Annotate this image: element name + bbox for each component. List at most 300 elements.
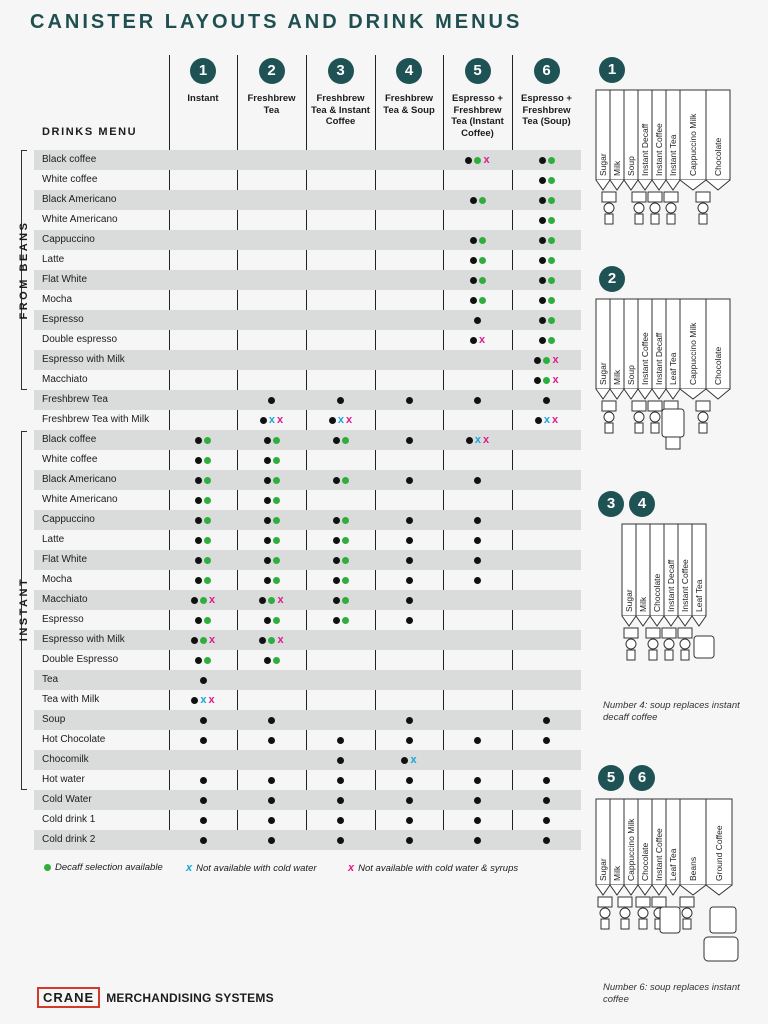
black-dot-icon [539, 177, 546, 184]
brewer-icon [660, 907, 680, 933]
pink-x-icon: x [483, 154, 490, 166]
layout-4-note: Number 4: soup replaces instant decaff coffee [603, 700, 740, 723]
outlet-icon [651, 214, 659, 224]
green-dot-icon [548, 337, 555, 344]
black-dot-icon [539, 157, 546, 164]
availability-cell [169, 793, 237, 807]
green-dot-icon [204, 517, 211, 524]
black-dot-icon [333, 477, 340, 484]
whipper-icon [666, 203, 676, 213]
whipper-icon [634, 203, 644, 213]
legend-decaff: Decaff selection available [44, 862, 163, 873]
black-dot-icon [268, 797, 275, 804]
black-dot-icon [195, 577, 202, 584]
availability-cell [169, 533, 237, 547]
black-dot-icon [470, 197, 477, 204]
drink-name: Espresso with Milk [42, 634, 125, 645]
whipper-icon [620, 908, 630, 918]
layout-1-diagram [594, 88, 754, 238]
black-dot-icon [539, 237, 546, 244]
mixing-bowl [696, 192, 710, 202]
black-dot-icon [543, 777, 550, 784]
availability-cell [443, 793, 512, 807]
availability-cell [512, 793, 581, 807]
availability-cell [237, 573, 306, 587]
outlet-icon [699, 423, 707, 433]
drink-name: Cold drink 1 [42, 814, 96, 825]
legend-cold-water: x Not available with cold water [186, 862, 317, 874]
table-row [34, 570, 581, 590]
whipper-icon [600, 908, 610, 918]
availability-cell [375, 513, 443, 527]
canister-label: Beans [688, 856, 698, 881]
availability-cell [443, 333, 512, 347]
green-dot-icon [273, 437, 280, 444]
availability-cell [512, 413, 581, 427]
black-dot-icon [200, 677, 207, 684]
drink-name: White Americano [42, 494, 118, 505]
table-row [34, 210, 581, 230]
green-dot-icon [204, 497, 211, 504]
availability-cell [512, 813, 581, 827]
blue-x-icon: x [410, 754, 417, 766]
black-dot-icon [195, 537, 202, 544]
layout-34-diagram [620, 522, 730, 667]
black-dot-icon [195, 457, 202, 464]
black-dot-icon [474, 797, 481, 804]
availability-cell [512, 293, 581, 307]
black-dot-icon [200, 797, 207, 804]
green-dot-icon [273, 457, 280, 464]
canister-funnel [692, 616, 706, 626]
green-dot-icon [342, 557, 349, 564]
green-dot-icon [273, 477, 280, 484]
canister-funnel [624, 180, 638, 190]
availability-cell [375, 553, 443, 567]
black-dot-icon [406, 837, 413, 844]
canister-funnel [678, 616, 692, 626]
availability-cell [237, 733, 306, 747]
black-dot-icon [465, 157, 472, 164]
availability-cell [169, 473, 237, 487]
drink-name: Macchiato [42, 374, 88, 385]
black-dot-icon [264, 457, 271, 464]
table-row [34, 790, 581, 810]
black-dot-icon [534, 377, 541, 384]
black-dot-icon [543, 737, 550, 744]
canister-label: Leaf Tea [694, 579, 704, 612]
green-dot-icon [342, 437, 349, 444]
table-row [34, 650, 581, 670]
outlet-icon [665, 650, 673, 660]
black-dot-icon [474, 777, 481, 784]
pink-x-icon: x [208, 694, 215, 706]
whipper-icon [698, 203, 708, 213]
canister-label: Chocolate [640, 842, 650, 881]
black-dot-icon [534, 357, 541, 364]
black-dot-icon [333, 437, 340, 444]
green-dot-icon [548, 277, 555, 284]
table-row [34, 750, 581, 770]
availability-cell [306, 613, 375, 627]
black-dot-icon [406, 597, 413, 604]
table-row [34, 550, 581, 570]
black-dot-icon [200, 817, 207, 824]
outlet-icon [699, 214, 707, 224]
availability-cell [443, 393, 512, 407]
green-dot-icon [342, 597, 349, 604]
availability-cell [512, 153, 581, 167]
black-dot-icon [474, 817, 481, 824]
canister-funnel [638, 180, 652, 190]
outlet-icon [605, 423, 613, 433]
availability-cell [512, 393, 581, 407]
outlet-icon [651, 423, 659, 433]
pink-x-icon: x [552, 374, 559, 386]
blue-x-icon: x [200, 694, 207, 706]
canister-funnel [652, 885, 666, 895]
column-header: Freshbrew Tea & Soup [383, 93, 435, 116]
black-dot-icon [406, 577, 413, 584]
whipper-icon [650, 412, 660, 422]
availability-cell [169, 433, 237, 447]
mixing-bowl [664, 192, 678, 202]
mixing-bowl [602, 401, 616, 411]
canister-label: Instant Coffee [654, 123, 664, 176]
drink-name: Black Americano [42, 194, 117, 205]
availability-cell [375, 613, 443, 627]
availability-cell [237, 453, 306, 467]
availability-cell [237, 773, 306, 787]
black-dot-icon [259, 597, 266, 604]
availability-cell [443, 253, 512, 267]
blue-x-icon: x [268, 414, 275, 426]
black-dot-icon [539, 197, 546, 204]
table-row [34, 390, 581, 410]
black-dot-icon [474, 537, 481, 544]
drink-name: Cappuccino [42, 514, 95, 525]
availability-cell [443, 473, 512, 487]
canister-funnel [596, 389, 610, 399]
black-dot-icon [406, 717, 413, 724]
mixing-bowl [632, 401, 646, 411]
layout-6-badge: 6 [629, 765, 655, 791]
layout-6-note: Number 6: soup replaces instant coffee [603, 982, 740, 1005]
green-dot-icon [273, 497, 280, 504]
black-dot-icon [406, 537, 413, 544]
canister-funnel [624, 389, 638, 399]
outlet-icon [605, 214, 613, 224]
drink-name: Mocha [42, 574, 73, 585]
black-dot-icon [470, 337, 477, 344]
availability-cell [512, 353, 581, 367]
canister-label: Sugar [598, 858, 608, 881]
availability-cell [512, 373, 581, 387]
canister-funnel [650, 616, 664, 626]
green-dot-icon [273, 557, 280, 564]
black-dot-icon [543, 797, 550, 804]
black-dot-icon [474, 577, 481, 584]
canister-funnel [680, 389, 706, 399]
whipper-icon [648, 639, 658, 649]
table-row [34, 610, 581, 630]
black-dot-icon [268, 397, 275, 404]
canister-funnel [666, 180, 680, 190]
availability-cell [306, 773, 375, 787]
availability-cell [443, 273, 512, 287]
green-dot-icon [273, 617, 280, 624]
mixing-bowl [632, 192, 646, 202]
canister-funnel [652, 389, 666, 399]
drink-name: Soup [42, 714, 66, 725]
table-row [34, 710, 581, 730]
black-dot-icon [264, 517, 271, 524]
availability-cell [443, 573, 512, 587]
table-row [34, 430, 581, 450]
availability-cell [237, 433, 306, 447]
black-dot-icon [470, 277, 477, 284]
green-dot-icon [204, 657, 211, 664]
drink-name: Tea [42, 674, 59, 685]
availability-cell [237, 473, 306, 487]
green-dot-icon [204, 477, 211, 484]
availability-cell [443, 153, 512, 167]
black-dot-icon [406, 437, 413, 444]
black-dot-icon [474, 397, 481, 404]
green-dot-icon [200, 637, 207, 644]
availability-cell [306, 413, 375, 427]
green-dot-icon [204, 577, 211, 584]
black-dot-icon [474, 557, 481, 564]
canister-label: Sugar [598, 362, 608, 385]
green-dot-icon [342, 617, 349, 624]
drink-name: Chocomilk [42, 754, 89, 765]
availability-cell [375, 393, 443, 407]
blue-x-icon: x [474, 434, 481, 446]
availability-cell [443, 813, 512, 827]
layout-5-badge: 5 [598, 765, 624, 791]
availability-cell [237, 493, 306, 507]
green-dot-icon [479, 257, 486, 264]
availability-cell [169, 713, 237, 727]
canister-funnel [680, 885, 706, 895]
black-dot-icon [195, 657, 202, 664]
mixing-bowl [662, 628, 676, 638]
black-dot-icon [260, 417, 267, 424]
canister-label: Instant Coffee [640, 332, 650, 385]
green-dot-icon [479, 277, 486, 284]
outlet-icon [681, 650, 689, 660]
availability-cell [375, 433, 443, 447]
black-dot-icon [406, 797, 413, 804]
table-row [34, 270, 581, 290]
green-dot-icon [273, 517, 280, 524]
black-dot-icon [195, 477, 202, 484]
mixing-bowl [636, 897, 650, 907]
black-dot-icon [406, 817, 413, 824]
layout-2-diagram [594, 297, 754, 457]
canister-funnel [666, 885, 680, 895]
canister-funnel [706, 180, 730, 190]
canister-label: Sugar [598, 153, 608, 176]
availability-cell [306, 553, 375, 567]
whipper-icon [634, 412, 644, 422]
availability-cell [237, 713, 306, 727]
green-dot-icon [200, 597, 207, 604]
green-dot-icon [342, 477, 349, 484]
availability-cell [169, 613, 237, 627]
black-dot-icon [264, 557, 271, 564]
grinder-icon [710, 907, 736, 933]
drink-name: Macchiato [42, 594, 88, 605]
column-number-badge: 5 [465, 58, 491, 84]
availability-cell [375, 593, 443, 607]
availability-cell [306, 393, 375, 407]
green-dot-icon [548, 157, 555, 164]
availability-cell [306, 833, 375, 847]
outlet-icon [667, 214, 675, 224]
availability-cell [443, 313, 512, 327]
drink-name: Espresso with Milk [42, 354, 125, 365]
whipper-icon [638, 908, 648, 918]
availability-cell [306, 573, 375, 587]
drink-name: Flat White [42, 274, 88, 285]
availability-cell [237, 513, 306, 527]
canister-label: Instant Tea [668, 134, 678, 176]
crane-tagline: MERCHANDISING SYSTEMS [106, 990, 274, 1005]
black-dot-icon [200, 717, 207, 724]
availability-cell [443, 193, 512, 207]
black-dot-icon [268, 837, 275, 844]
table-row [34, 490, 581, 510]
canister-funnel [610, 180, 624, 190]
availability-cell [512, 273, 581, 287]
canister-funnel [666, 389, 680, 399]
availability-cell [306, 513, 375, 527]
canister-funnel [664, 616, 678, 626]
column-header: Espresso + Freshbrew Tea (Instant Coffee) [451, 93, 504, 139]
drink-name: Double espresso [42, 334, 118, 345]
black-dot-icon [268, 817, 275, 824]
availability-cell [512, 233, 581, 247]
black-dot-icon [401, 757, 408, 764]
drink-name: Latte [42, 534, 65, 545]
canister-label: Chocolate [713, 346, 723, 385]
table-row [34, 630, 581, 650]
black-dot-icon [543, 397, 550, 404]
layout-56-diagram [594, 797, 754, 967]
availability-cell [169, 573, 237, 587]
black-dot-icon [337, 837, 344, 844]
canister-label: Cappuccino Milk [688, 322, 698, 385]
table-row [34, 250, 581, 270]
canister-label: Instant Decaff [666, 559, 676, 612]
pink-x-icon: x [348, 862, 355, 874]
black-dot-icon [329, 417, 336, 424]
availability-cell [512, 733, 581, 747]
canister-label: Soup [626, 156, 636, 176]
availability-cell [169, 593, 237, 607]
canister-funnel [624, 885, 638, 895]
black-dot-icon [337, 777, 344, 784]
outlet-icon [601, 919, 609, 929]
black-dot-icon [195, 557, 202, 564]
outlet-icon [621, 919, 629, 929]
canister-label: Instant Coffee [654, 828, 664, 881]
availability-cell [512, 173, 581, 187]
table-row [34, 370, 581, 390]
table-row [34, 470, 581, 490]
canister-funnel [610, 885, 624, 895]
layout-2-badge: 2 [599, 266, 625, 292]
availability-cell [443, 733, 512, 747]
outlet-icon [683, 919, 691, 929]
drink-name: Black coffee [42, 154, 97, 165]
green-dot-icon [543, 357, 550, 364]
table-row [34, 590, 581, 610]
black-dot-icon [200, 737, 207, 744]
availability-cell [237, 633, 306, 647]
mixing-bowl [678, 628, 692, 638]
availability-cell [375, 813, 443, 827]
black-dot-icon [333, 537, 340, 544]
black-dot-icon [264, 477, 271, 484]
black-dot-icon [474, 477, 481, 484]
pink-x-icon: x [552, 414, 559, 426]
blue-x-icon: x [543, 414, 550, 426]
availability-cell [512, 333, 581, 347]
black-dot-icon [543, 717, 550, 724]
pink-x-icon: x [208, 634, 216, 646]
whipper-icon [682, 908, 692, 918]
availability-cell [169, 773, 237, 787]
drink-name: Latte [42, 254, 65, 265]
pink-x-icon: x [483, 434, 490, 446]
green-dot-icon [548, 237, 555, 244]
whipper-icon [650, 203, 660, 213]
canister-funnel [680, 180, 706, 190]
mixing-bowl [624, 628, 638, 638]
column-number-badge: 3 [328, 58, 354, 84]
canister-label: Cappuccino Milk [626, 818, 636, 881]
canister-label: Milk [612, 369, 622, 385]
availability-cell [443, 533, 512, 547]
crane-brand: CRANE [37, 987, 100, 1008]
black-dot-icon [535, 417, 542, 424]
green-dot-icon [548, 297, 555, 304]
availability-cell [375, 713, 443, 727]
table-row [34, 150, 581, 170]
column-number-badge: 6 [534, 58, 560, 84]
blue-x-icon: x [337, 414, 344, 426]
black-dot-icon [406, 737, 413, 744]
availability-cell [169, 733, 237, 747]
availability-cell [443, 293, 512, 307]
green-dot-icon [273, 577, 280, 584]
black-dot-icon [539, 277, 546, 284]
canister-label: Leaf Tea [668, 352, 678, 385]
black-dot-icon [333, 577, 340, 584]
canister-label: Sugar [624, 589, 634, 612]
pink-x-icon: x [208, 594, 216, 606]
availability-cell [375, 733, 443, 747]
black-dot-icon [543, 817, 550, 824]
green-dot-icon [548, 217, 555, 224]
canister-label: Chocolate [713, 137, 723, 176]
availability-cell [169, 833, 237, 847]
availability-cell [443, 433, 512, 447]
canister-label: Ground Coffee [714, 825, 724, 881]
